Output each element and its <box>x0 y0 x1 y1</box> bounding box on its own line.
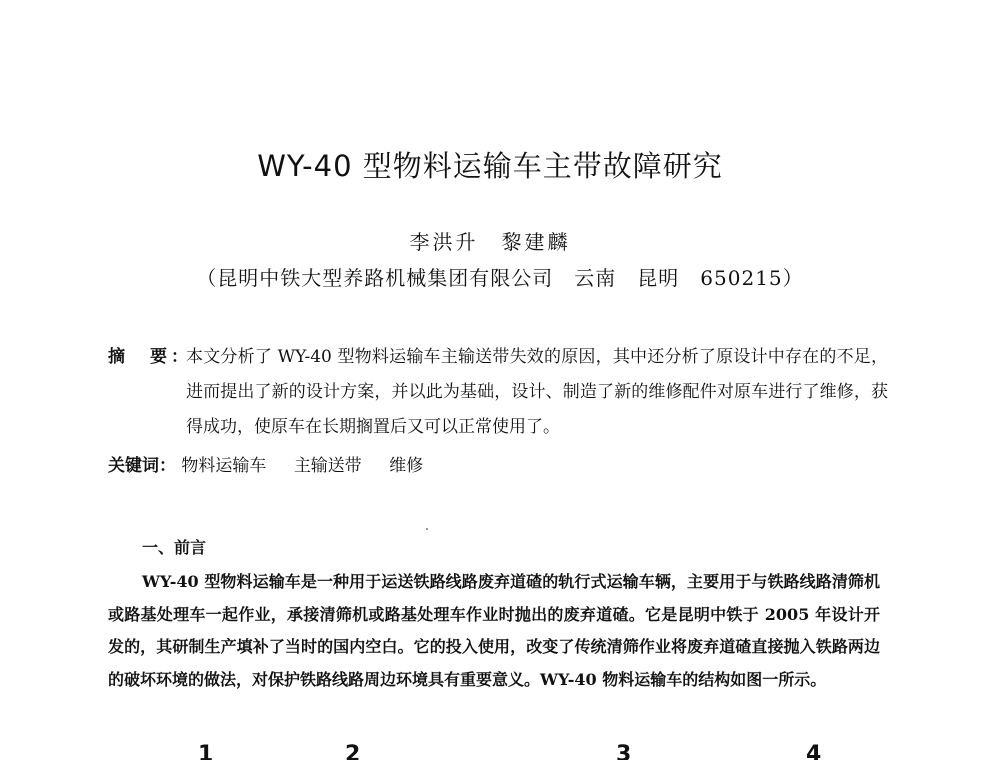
keywords-line <box>108 451 445 476</box>
figure-label: 1 <box>198 742 214 760</box>
abstract-block <box>108 340 888 445</box>
paper-affiliation: （昆明中铁大型养路机械集团有限公司 云南 昆明 650215） <box>196 266 804 290</box>
keyword-item: 维修 <box>389 456 424 476</box>
body-paragraph: WY-40 型物料运输车是一种用于运送铁路线路废弃道碴的轨行式运输车辆，主要用于与铁路线路清筛机或路基处理车一起作业，承接清筛机或路基处理车作业时抛出的废弃道碴。它是昆明中铁于 2005 年设计开发的，其研制生产填补了当时的国内空白。它的投入使用，改变了传统清筛作业将废弃道碴直接抛入铁路两边的破坏环境的做法，对保护铁路线路周边环境具有重要意义。WY-40 物料运输车的结构如图一所示。 <box>108 572 880 689</box>
abstract-label: 摘 要： <box>108 347 192 367</box>
keywords-label: 关键词： <box>108 456 176 476</box>
abstract-text: 本文分析了 WY-40 型物料运输车主输送带失效的原因，其中还分析了原设计中存在的不足，进而提出了新的设计方案，并以此为基础，设计、制造了新的维修配件对原车进行了维修，获得成功，使原车在长期搁置后又可以正常使用了。 <box>186 347 888 437</box>
paper-title: WY-40 型物料运输车主带故障研究 <box>257 149 723 183</box>
figure-label: 2 <box>345 742 361 760</box>
section-heading: 一、前言 <box>142 538 207 557</box>
paper-authors: 李洪升 黎建麟 <box>409 230 571 254</box>
figure-label: 3 <box>616 742 632 760</box>
keyword-item: 主输送带 <box>293 456 362 476</box>
keyword-item: 物料运输车 <box>181 456 267 476</box>
figure-label: 4 <box>806 742 822 760</box>
scan-speck <box>426 528 428 530</box>
